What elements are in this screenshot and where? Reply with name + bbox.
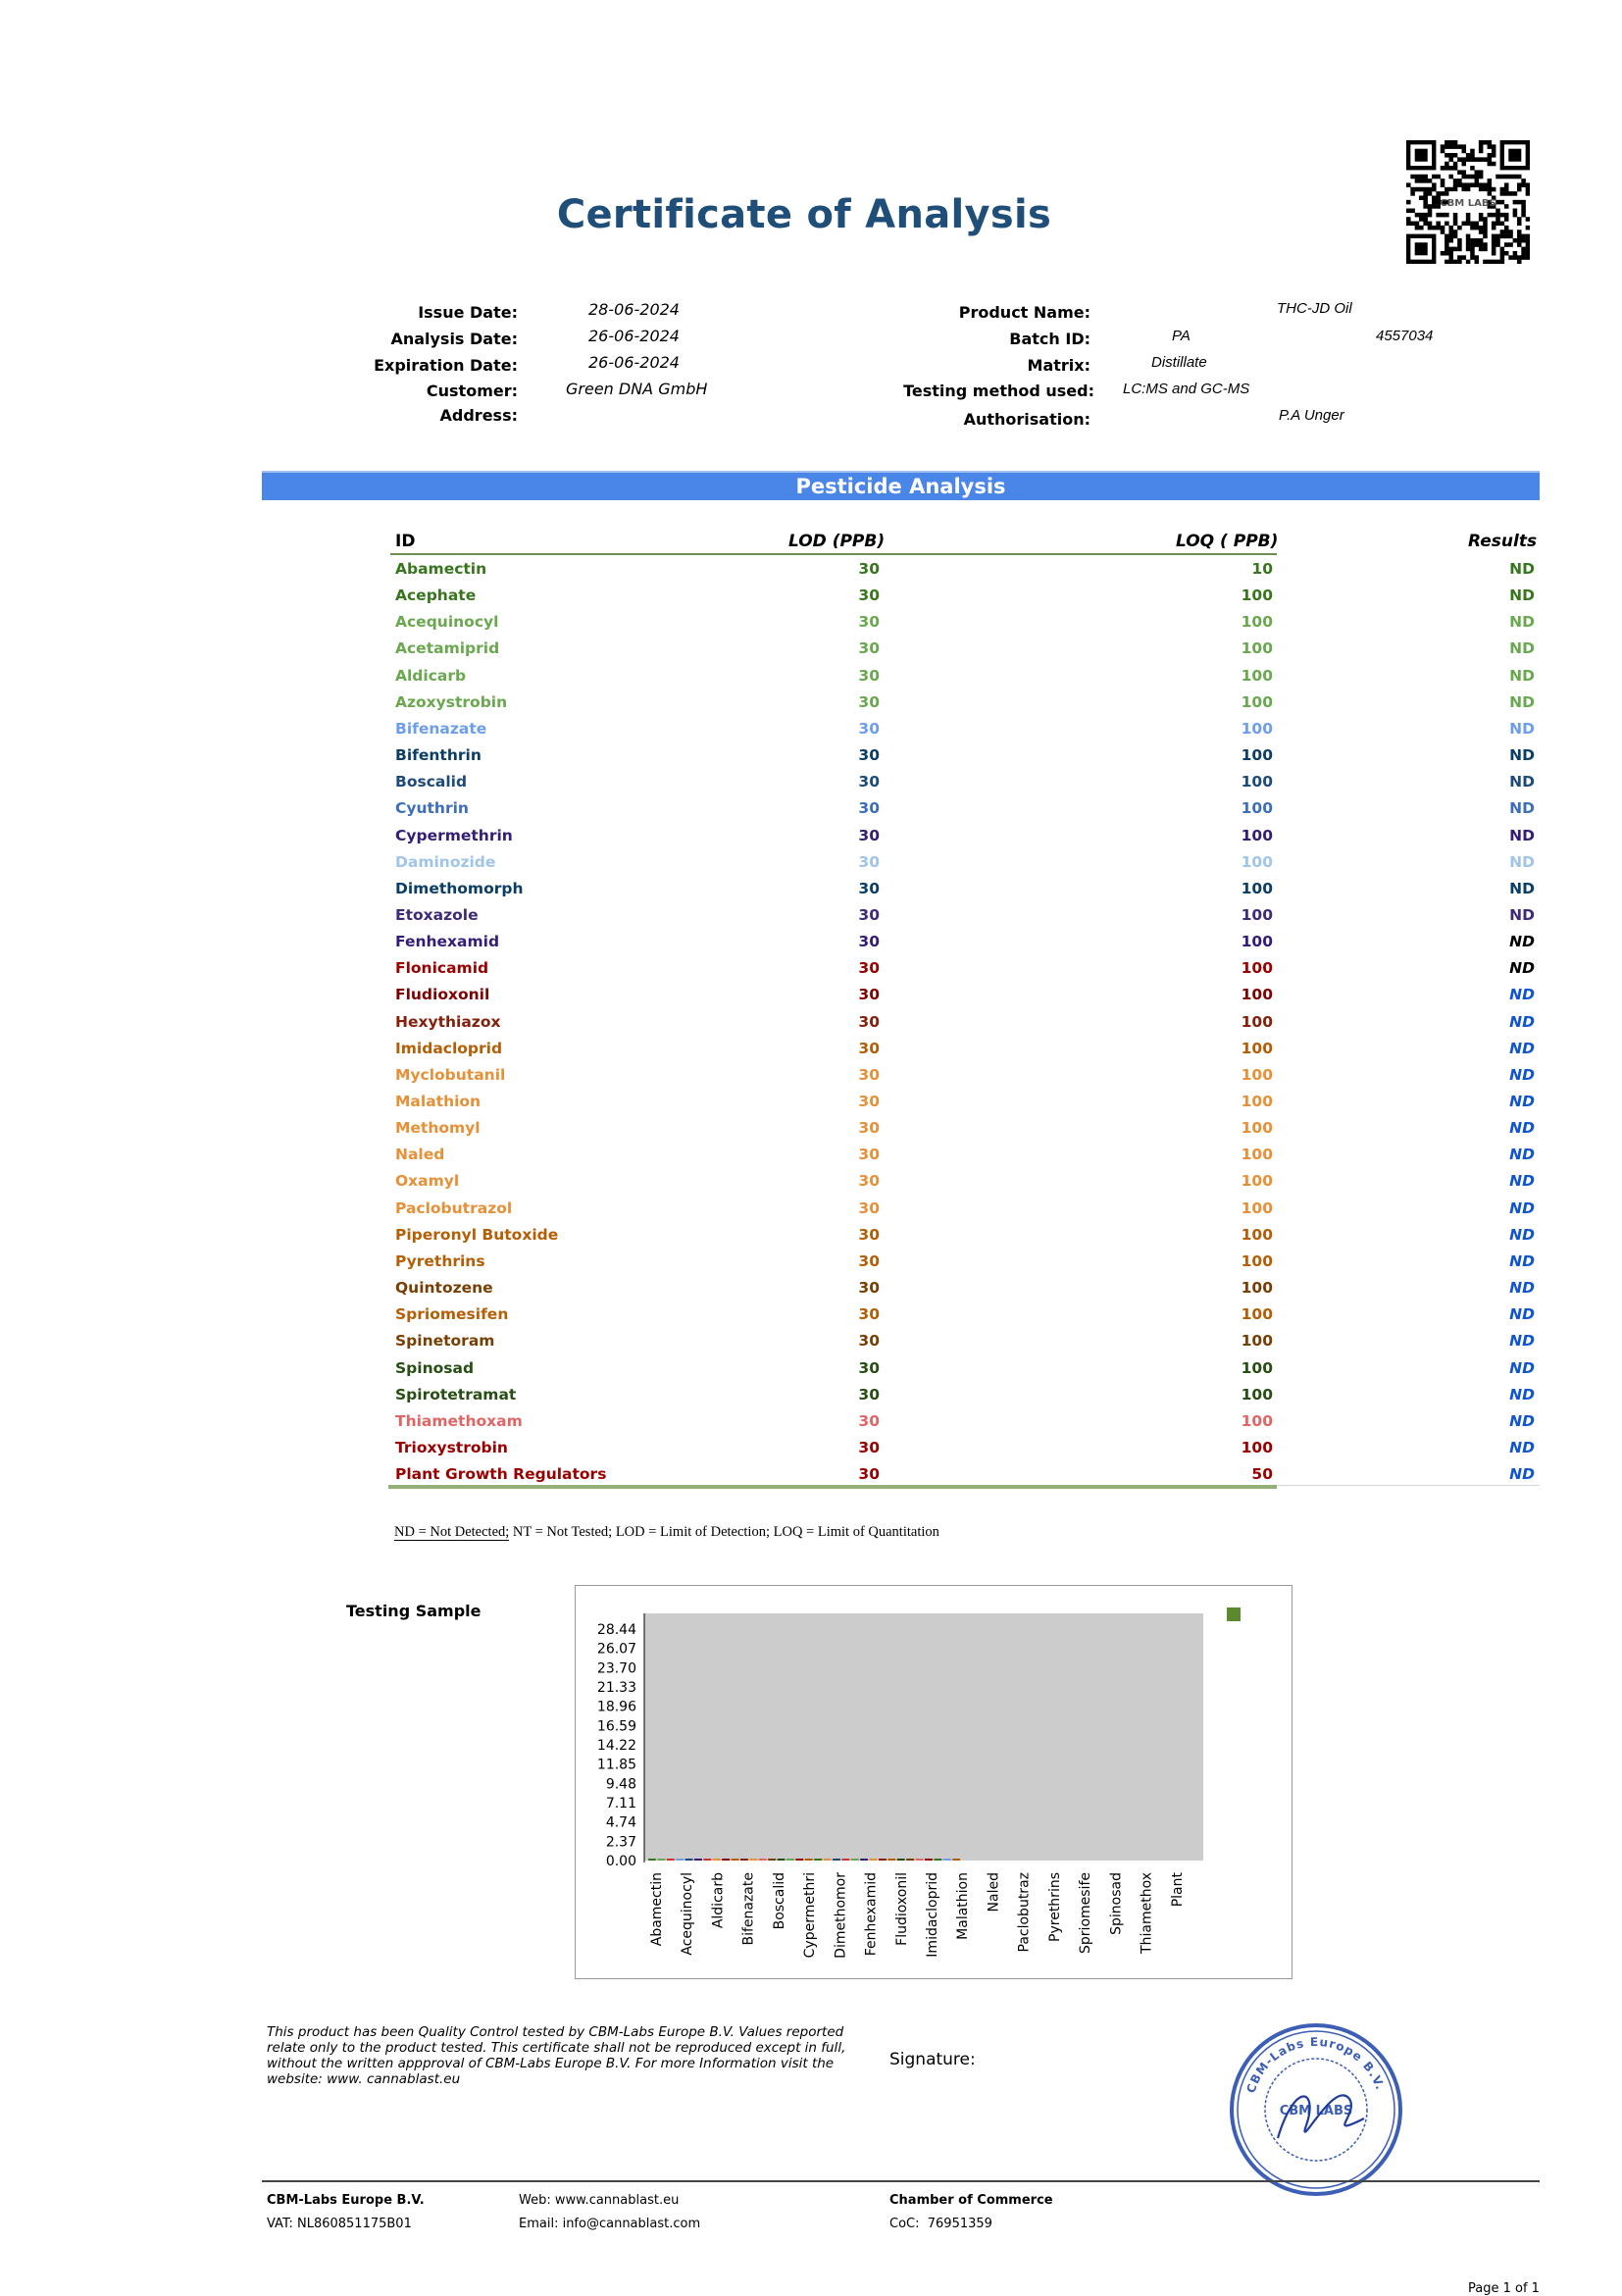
lod-value: 30: [858, 852, 880, 871]
disclaimer: This product has been Quality Control tested by CBM-Labs Europe B.V. Values reported relate only to the product tested. This certificate shall not be reproduced except in full, without the written appproval of CBM-Labs Europe B.V. For more Information visit the website: www. cannablast.eu: [267, 2024, 846, 2087]
loq-value: 100: [1241, 799, 1273, 818]
y-tick-label: 23.70: [596, 1660, 636, 1677]
lod-value: 30: [858, 1411, 880, 1430]
pesticide-name: Oxamyl: [395, 1172, 460, 1191]
pesticide-name: Myclobutanil: [395, 1065, 506, 1084]
pesticide-name: Naled: [395, 1146, 445, 1164]
x-tick-label: Plant: [1169, 1872, 1186, 1908]
pesticide-name: Daminozide: [395, 852, 496, 871]
header-id: ID: [395, 532, 416, 551]
result-value: ND: [1509, 1385, 1535, 1403]
lod-value: 30: [858, 719, 880, 738]
abbreviation-note-nd: ND = Not Detected;: [394, 1524, 510, 1540]
pesticide-name: Paclobutrazol: [395, 1199, 513, 1217]
bar: [648, 1859, 656, 1861]
y-tick-label: 9.48: [605, 1776, 636, 1793]
result-value: ND: [1509, 905, 1535, 924]
footer-rule: [262, 2180, 1540, 2182]
footer-company: CBM-Labs Europe B.V.: [267, 2193, 425, 2208]
result-value: ND: [1509, 1093, 1535, 1110]
result-value: ND: [1509, 1119, 1535, 1138]
customer-label: Customer:: [426, 382, 518, 400]
lod-value: 30: [858, 1119, 880, 1138]
chart-frame: [575, 1585, 1293, 1979]
table-row: [0, 1305, 1622, 1332]
section-band: [262, 471, 1540, 500]
result-value: ND: [1509, 613, 1535, 632]
testing-method-label: Testing method used:: [903, 382, 1094, 400]
bar: [906, 1859, 914, 1861]
result-value: ND: [1509, 746, 1535, 765]
section-title: Pesticide Analysis: [795, 475, 1006, 498]
result-value: ND: [1509, 1146, 1535, 1164]
bar: [713, 1859, 721, 1861]
pesticide-name: Spinetoram: [395, 1332, 495, 1351]
result-value: ND: [1509, 1199, 1535, 1217]
y-tick-label: 26.07: [596, 1641, 636, 1658]
loq-value: 100: [1241, 1305, 1273, 1324]
loq-value: 100: [1241, 746, 1273, 765]
pesticide-name: Azoxystrobin: [395, 692, 508, 711]
loq-value: 100: [1241, 933, 1273, 951]
table-row: [0, 1093, 1622, 1119]
result-value: ND: [1509, 773, 1535, 791]
signature-label: Signature:: [889, 2050, 976, 2069]
batch-id-label: Batch ID:: [1009, 330, 1090, 348]
table-row: [0, 1332, 1622, 1358]
pesticide-name: Piperonyl Butoxide: [395, 1225, 559, 1244]
result-value: ND: [1509, 986, 1535, 1004]
x-tick-label: Paclobutraz: [1016, 1872, 1033, 1953]
x-tick-label: Malathion: [955, 1872, 972, 1940]
pesticide-name: Cyuthrin: [395, 799, 469, 818]
lod-value: 30: [858, 560, 880, 578]
loq-value: 100: [1241, 1385, 1273, 1403]
loq-value: 100: [1241, 852, 1273, 871]
table-row: [0, 1386, 1622, 1412]
lod-value: 30: [858, 1225, 880, 1244]
table-row: [0, 880, 1622, 906]
lod-value: 30: [858, 666, 880, 685]
table-row: [0, 827, 1622, 853]
table-row: [0, 853, 1622, 880]
header-results: Results: [1468, 532, 1538, 551]
header-lod: LOD (PPB): [788, 532, 886, 551]
loq-value: 100: [1241, 587, 1273, 605]
analysis-date-value: 26-06-2024: [588, 327, 680, 345]
abbreviation-note: [394, 1524, 939, 1541]
result-value: ND: [1509, 1279, 1535, 1298]
bar: [860, 1859, 868, 1861]
lod-value: 30: [858, 1465, 880, 1484]
pesticide-name: Thiamethoxam: [395, 1411, 523, 1430]
footer-vat: VAT: NL860851175B01: [267, 2217, 412, 2231]
lod-value: 30: [858, 1251, 880, 1270]
bar: [870, 1859, 878, 1861]
loq-value: 100: [1241, 986, 1273, 1004]
loq-value: 100: [1241, 879, 1273, 897]
footer-email[interactable]: Email: info@cannablast.com: [519, 2217, 701, 2231]
lod-value: 30: [858, 1332, 880, 1351]
issue-date-label: Issue Date:: [418, 303, 518, 322]
bar: [824, 1859, 832, 1861]
lod-value: 30: [858, 1279, 880, 1298]
y-tick-label: 7.11: [605, 1796, 636, 1811]
result-value: ND: [1509, 799, 1535, 818]
address-label: Address:: [439, 406, 518, 425]
loq-value: 50: [1251, 1465, 1273, 1484]
footer-coc: [889, 2217, 992, 2231]
x-tick-label: Bifenazate: [740, 1872, 757, 1946]
header-rule: [390, 553, 1277, 555]
lod-value: 30: [858, 1012, 880, 1031]
table-row: [0, 986, 1622, 1012]
customer-value: Green DNA GmbH: [566, 380, 708, 398]
x-tick-label: Acequinocyl: [680, 1872, 696, 1956]
chart-label: Testing Sample: [346, 1602, 482, 1620]
bar: [676, 1859, 684, 1861]
loq-value: 100: [1241, 1199, 1273, 1217]
plot-area: [644, 1613, 1203, 1861]
bar: [685, 1859, 693, 1861]
pesticide-name: Spirotetramat: [395, 1385, 517, 1403]
result-value: ND: [1509, 826, 1535, 844]
matrix-value: Distillate: [1151, 354, 1207, 371]
lod-value: 30: [858, 1146, 880, 1164]
bar: [795, 1859, 803, 1861]
bar: [814, 1859, 822, 1861]
lod-value: 30: [858, 1385, 880, 1403]
loq-value: 100: [1241, 613, 1273, 632]
table-row: [0, 560, 1622, 587]
table-row: [0, 693, 1622, 720]
bar: [943, 1859, 951, 1861]
product-name-value: THC-JD Oil: [1277, 300, 1352, 317]
result-value: ND: [1509, 1438, 1535, 1456]
result-value: ND: [1509, 852, 1535, 871]
pesticide-name: Plant Growth Regulators: [395, 1465, 607, 1484]
lod-value: 30: [858, 773, 880, 791]
y-tick-label: 21.33: [596, 1680, 636, 1696]
x-tick-label: Boscalid: [771, 1872, 787, 1930]
loq-value: 100: [1241, 1093, 1273, 1110]
bar: [833, 1859, 840, 1861]
table-row: [0, 587, 1622, 613]
pesticide-name: Flonicamid: [395, 959, 489, 978]
loq-value: 100: [1241, 1279, 1273, 1298]
x-tick-label: Dimethomor: [833, 1872, 849, 1959]
x-tick-label: Abamectin: [649, 1872, 665, 1947]
lab-stamp: [1227, 2020, 1405, 2199]
pesticide-name: Bifenthrin: [395, 746, 482, 765]
table-row: [0, 1279, 1622, 1305]
lod-value: 30: [858, 986, 880, 1004]
stamp-ring-text: CBM-Labs Europe B.V.: [1243, 2034, 1388, 2095]
pesticide-name: Fenhexamid: [395, 933, 500, 951]
table-row: [0, 1119, 1622, 1146]
bar: [934, 1859, 941, 1861]
lod-value: 30: [858, 1438, 880, 1456]
analysis-date-label: Analysis Date:: [390, 330, 518, 348]
table-row: [0, 1199, 1622, 1226]
authorisation-label: Authorisation:: [963, 410, 1090, 429]
result-value: ND: [1509, 1251, 1535, 1270]
loq-value: 100: [1241, 1119, 1273, 1138]
pesticide-name: Acephate: [395, 587, 477, 605]
abbreviation-note-rest: NT = Not Tested; LOD = Limit of Detection; LOQ = Limit of Quantitation: [509, 1524, 939, 1540]
result-value: ND: [1509, 719, 1535, 738]
page-title: Certificate of Analysis: [556, 192, 1052, 237]
y-tick-label: 11.85: [596, 1757, 636, 1773]
result-value: ND: [1509, 1411, 1535, 1430]
loq-value: 100: [1241, 1332, 1273, 1351]
result-value: ND: [1509, 1065, 1535, 1084]
table-row: [0, 613, 1622, 639]
loq-value: 100: [1241, 1039, 1273, 1057]
product-name-label: Product Name:: [958, 303, 1090, 322]
loq-value: 10: [1251, 560, 1273, 578]
expiration-date-value: 26-06-2024: [588, 353, 680, 372]
table-row: [0, 1146, 1622, 1172]
bar: [952, 1859, 960, 1861]
pesticide-name: Malathion: [395, 1093, 482, 1110]
loq-value: 100: [1241, 1358, 1273, 1377]
bar: [897, 1859, 905, 1861]
x-tick-label: Fludioxonil: [893, 1872, 910, 1946]
table-row: [0, 1226, 1622, 1252]
bar: [851, 1859, 859, 1861]
loq-value: 100: [1241, 1172, 1273, 1191]
table-row: [0, 1066, 1622, 1093]
result-value: ND: [1509, 933, 1535, 951]
lod-value: 30: [858, 692, 880, 711]
x-tick-label: Cypermethri: [802, 1872, 819, 1959]
qr-logo-text: CBM LABS: [1440, 198, 1496, 209]
pesticide-name: Abamectin: [395, 560, 487, 578]
footer-coc-value: 76951359: [927, 2217, 992, 2231]
pesticide-name: Cypermethrin: [395, 826, 513, 844]
table-row: [0, 1439, 1622, 1465]
y-tick-label: 4.74: [605, 1814, 636, 1831]
lod-value: 30: [858, 1199, 880, 1217]
table-row: [0, 1040, 1622, 1066]
lod-value: 30: [858, 826, 880, 844]
x-tick-label: Aldicarb: [710, 1872, 727, 1929]
table-row: [0, 639, 1622, 666]
legend-swatch: [1227, 1607, 1241, 1621]
table-row: [0, 773, 1622, 799]
pesticide-name: Trioxystrobin: [395, 1438, 508, 1456]
lod-value: 30: [858, 639, 880, 658]
issue-date-value: 28-06-2024: [588, 300, 680, 319]
lod-value: 30: [858, 1358, 880, 1377]
loq-value: 100: [1241, 1251, 1273, 1270]
chart: [576, 1586, 1292, 1978]
loq-value: 100: [1241, 639, 1273, 658]
table-row: [0, 933, 1622, 959]
result-value: ND: [1509, 639, 1535, 658]
footer-coc-label: CoC:: [889, 2217, 920, 2231]
table-row: [0, 1172, 1622, 1199]
matrix-label: Matrix:: [1027, 356, 1090, 375]
header-loq: LOQ ( PPB): [1176, 532, 1279, 551]
bar: [732, 1859, 739, 1861]
table-row: [0, 1013, 1622, 1040]
testing-method-value: LC:MS and GC-MS: [1123, 381, 1250, 397]
result-value: ND: [1509, 1172, 1535, 1191]
bar: [805, 1859, 813, 1861]
result-value: ND: [1509, 1465, 1535, 1484]
x-tick-label: Fenhexamid: [863, 1872, 880, 1957]
pesticide-name: Dimethomorph: [395, 879, 524, 897]
loq-value: 100: [1241, 1065, 1273, 1084]
bar: [786, 1859, 794, 1861]
x-tick-label: Naled: [986, 1872, 1002, 1913]
result-value: ND: [1509, 1012, 1535, 1031]
result-value: ND: [1509, 1039, 1535, 1057]
x-tick-label: Spriomesife: [1078, 1872, 1094, 1954]
table-row: [0, 799, 1622, 826]
lod-value: 30: [858, 1172, 880, 1191]
table-bottom-rule: [388, 1485, 1277, 1489]
table-row: [0, 667, 1622, 693]
bar: [694, 1859, 702, 1861]
bar: [879, 1859, 887, 1861]
loq-value: 100: [1241, 666, 1273, 685]
table-row: [0, 1252, 1622, 1279]
table-row: [0, 959, 1622, 986]
bar: [916, 1859, 924, 1861]
loq-value: 100: [1241, 1225, 1273, 1244]
result-value: ND: [1509, 1358, 1535, 1377]
y-tick-label: 2.37: [605, 1834, 636, 1851]
table-row: [0, 746, 1622, 773]
pesticide-name: Fludioxonil: [395, 986, 490, 1004]
pesticide-name: Hexythiazox: [395, 1012, 501, 1031]
x-tick-label: Spinosad: [1108, 1872, 1125, 1935]
bar: [768, 1859, 776, 1861]
pesticide-name: Quintozene: [395, 1279, 493, 1298]
loq-value: 100: [1241, 826, 1273, 844]
lod-value: 30: [858, 746, 880, 765]
result-value: ND: [1509, 1225, 1535, 1244]
table-row: [0, 1412, 1622, 1439]
loq-value: 100: [1241, 905, 1273, 924]
pesticide-name: Etoxazole: [395, 905, 479, 924]
pesticide-name: Spriomesifen: [395, 1305, 509, 1324]
lod-value: 30: [858, 587, 880, 605]
bar: [841, 1859, 849, 1861]
pesticide-name: Pyrethrins: [395, 1251, 485, 1270]
pesticide-name: Acetamiprid: [395, 639, 500, 658]
bar: [778, 1859, 786, 1861]
loq-value: 100: [1241, 959, 1273, 978]
x-tick-label: Pyrethrins: [1046, 1872, 1063, 1942]
lod-value: 30: [858, 799, 880, 818]
lod-value: 30: [858, 1039, 880, 1057]
result-value: ND: [1509, 587, 1535, 605]
bar: [740, 1859, 748, 1861]
lod-value: 30: [858, 1305, 880, 1324]
bar: [657, 1859, 665, 1861]
page-number: Page 1 of 1: [1468, 2281, 1540, 2296]
lod-value: 30: [858, 1093, 880, 1110]
bar: [703, 1859, 711, 1861]
loq-value: 100: [1241, 1411, 1273, 1430]
x-tick-label: Thiamethox: [1139, 1872, 1155, 1954]
pesticide-name: Bifenazate: [395, 719, 487, 738]
footer-chamber: Chamber of Commerce: [889, 2193, 1053, 2208]
pesticide-name: Methomyl: [395, 1119, 481, 1138]
table-row: [0, 906, 1622, 933]
stamp-center-text: CBM LABS: [1279, 2104, 1353, 2118]
loq-value: 100: [1241, 773, 1273, 791]
table-bottom-rule-thin: [1277, 1485, 1540, 1486]
x-tick-label: Imidacloprid: [925, 1872, 940, 1958]
y-tick-label: 18.96: [596, 1699, 636, 1715]
lod-value: 30: [858, 905, 880, 924]
authorisation-value: P.A Unger: [1279, 407, 1344, 424]
result-value: ND: [1509, 879, 1535, 897]
loq-value: 100: [1241, 719, 1273, 738]
loq-value: 100: [1241, 1146, 1273, 1164]
y-tick-label: 14.22: [596, 1738, 636, 1754]
pesticide-name: Aldicarb: [395, 666, 467, 685]
y-tick-label: 16.59: [596, 1718, 636, 1735]
y-tick-label: 28.44: [596, 1622, 636, 1638]
bar: [759, 1859, 767, 1861]
lod-value: 30: [858, 879, 880, 897]
table-row: [0, 1359, 1622, 1386]
bar: [887, 1859, 895, 1861]
pesticide-name: Boscalid: [395, 773, 468, 791]
pesticide-name: Spinosad: [395, 1358, 475, 1377]
pesticide-name: Imidacloprid: [395, 1039, 503, 1057]
table-row: [0, 720, 1622, 746]
lod-value: 30: [858, 933, 880, 951]
loq-value: 100: [1241, 1012, 1273, 1031]
result-value: ND: [1509, 959, 1535, 978]
batch-id-prefix: PA: [1172, 328, 1191, 344]
result-value: ND: [1509, 1332, 1535, 1351]
lod-value: 30: [858, 613, 880, 632]
result-value: ND: [1509, 1305, 1535, 1324]
result-value: ND: [1509, 560, 1535, 578]
bar: [925, 1859, 933, 1861]
expiration-date-label: Expiration Date:: [374, 356, 518, 375]
result-value: ND: [1509, 692, 1535, 711]
lod-value: 30: [858, 1065, 880, 1084]
loq-value: 100: [1241, 692, 1273, 711]
y-tick-label: 0.00: [605, 1854, 636, 1869]
result-value: ND: [1509, 666, 1535, 685]
batch-id-number: 4557034: [1376, 328, 1434, 344]
loq-value: 100: [1241, 1438, 1273, 1456]
bar: [749, 1859, 757, 1861]
bar: [667, 1859, 675, 1861]
pesticide-name: Acequinocyl: [395, 613, 499, 632]
lod-value: 30: [858, 959, 880, 978]
footer-web[interactable]: Web: www.cannablast.eu: [519, 2193, 680, 2208]
bar: [722, 1859, 730, 1861]
